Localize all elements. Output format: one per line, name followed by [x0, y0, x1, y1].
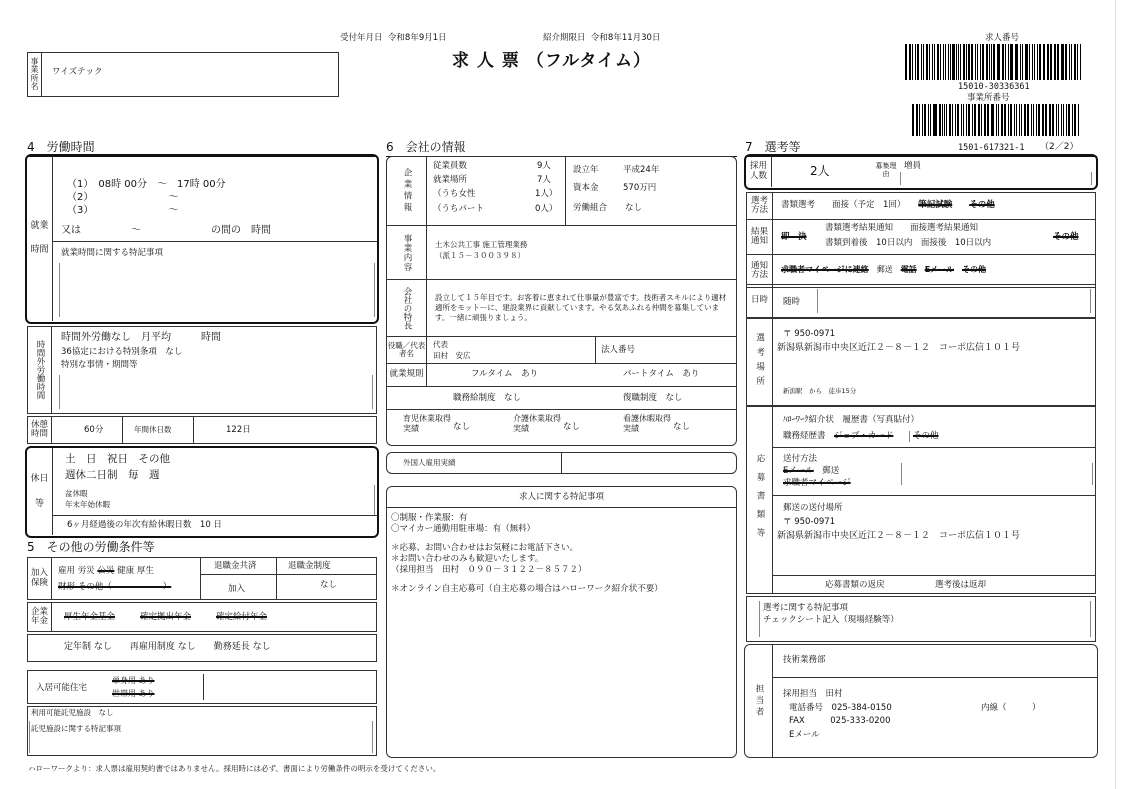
corporate-number-label: 法人番号: [601, 345, 636, 355]
barcode-bar: [1034, 44, 1035, 80]
special-notes-body: [391, 513, 731, 595]
work-flex: 又は ～ の間の 時間: [61, 225, 271, 236]
barcode-bar: [912, 44, 913, 80]
barcode-bar: [930, 104, 931, 136]
result-immediate: 即 決: [781, 232, 807, 242]
send-method-2: 求職者マイページ: [783, 478, 851, 488]
female-label: （うち女性: [433, 189, 476, 199]
barcode-bar: [998, 44, 1000, 80]
barcode-bar: [942, 104, 943, 136]
barcode-bar: [986, 44, 987, 80]
barcode-bar: [934, 44, 935, 80]
return-docs-label: 応募書類の返戻: [825, 580, 885, 590]
annual-holidays-label: 年間休日数: [134, 425, 172, 434]
result-other: その他: [1053, 232, 1079, 242]
barcode-bar: [933, 104, 934, 136]
union: なし: [625, 203, 643, 213]
company-info-box: [386, 156, 737, 446]
barcode-bar: [1038, 104, 1040, 136]
notify-method: 求職者マイページに連絡 郵送 電話 Eメール その他: [781, 265, 986, 274]
holiday-note-1: 盆休暇: [65, 489, 88, 498]
work-shift-2: （2） ～: [67, 192, 179, 203]
special-note-line: ＊お問い合わせのみも歓迎いたします。: [391, 554, 544, 565]
barcode-bar: [982, 44, 984, 80]
barcode-bar: [987, 104, 988, 136]
work-hours-box: [25, 154, 379, 324]
barcode-bar: [912, 104, 914, 136]
barcode-bar: [975, 44, 976, 80]
barcode-bar: [1016, 104, 1017, 136]
page-number: （2／2）: [1040, 142, 1079, 152]
barcode-bar: [934, 104, 936, 136]
work-rules-part: パートタイム あり: [623, 369, 700, 379]
barcode-bar: [939, 104, 941, 136]
barcode-bar: [952, 44, 954, 80]
section-7-heading: 7 選考等: [745, 140, 1097, 157]
result-notice-1: 書類選考結果通知 面接選考結果通知: [825, 223, 979, 233]
part-label: （うちパート: [433, 204, 485, 214]
barcode-bar: [1044, 44, 1045, 80]
barcode-bar: [1002, 44, 1003, 80]
office-name-box: [27, 52, 339, 97]
date-label: 日時: [747, 285, 773, 317]
barcode-bar: [1016, 44, 1017, 80]
nursing-leave: なし: [673, 422, 691, 432]
application-docs-label: 応募書類等: [747, 407, 773, 593]
selection-special-label: 選考に関する特記事項: [763, 603, 849, 613]
selection-place-box: [746, 318, 1096, 406]
barcode-bar: [1056, 104, 1057, 136]
barcode-bar: [945, 44, 946, 80]
childcare-box: [27, 706, 377, 756]
office-number-barcode: [912, 104, 1080, 136]
footer-note: ハローワークより：求人票は雇用契約書ではありません。採用時には必ず、書面により労働条件の明示を受けてください。: [28, 764, 441, 773]
barcode-bar: [1052, 104, 1054, 136]
barcode-bar: [1027, 104, 1029, 136]
barcode-bar: [1071, 44, 1072, 80]
barcode-bar: [924, 104, 925, 136]
page-title: 求 人 票 （フルタイム）: [452, 51, 652, 71]
job-number: 15010-30336361: [958, 82, 1030, 92]
founded: 平成24年: [623, 165, 660, 175]
employees: 9人: [537, 161, 551, 171]
barcode-bar: [921, 44, 922, 80]
housing-family: 世帯用 あり: [112, 689, 155, 698]
barcode-bar: [923, 44, 924, 80]
barcode-bar: [1042, 104, 1043, 136]
barcode-bar: [960, 44, 961, 80]
retirement-system-label: 退職金制度: [288, 561, 331, 571]
hire-count: 2人: [810, 164, 830, 178]
recruit-reason: 増員: [904, 161, 922, 171]
capital: 570万円: [623, 183, 657, 193]
barcode-bar: [1072, 104, 1073, 136]
barcode-bar: [1036, 104, 1037, 136]
barcode-bar: [952, 104, 953, 136]
barcode-bar: [974, 104, 976, 136]
barcode-bar: [1032, 44, 1033, 80]
barcode-bar: [905, 44, 907, 80]
selection-method: 書類選考 面接（予定 1回） 筆記試験 その他: [781, 200, 995, 210]
barcode-bar: [992, 104, 993, 136]
barcode-bar: [1069, 44, 1070, 80]
result-notice-2: 書類到着後 10日以内 面接後 10日以内: [825, 238, 992, 248]
selection-address: 新潟県新潟市中央区近江２－８－１２ コーポ広信１０１号: [777, 343, 1021, 353]
contact-phone: 電話番号 025-384-0150: [789, 703, 892, 713]
barcode-bar: [949, 104, 951, 136]
introduction-deadline: 紹介期限日 令和8年11月30日: [543, 33, 661, 43]
barcode-bar: [915, 44, 916, 80]
special-notes-title: 求人に関する特記事項: [518, 492, 604, 502]
barcode-bar: [981, 104, 982, 136]
retirement-mutual-label: 退職金共済: [214, 561, 257, 571]
contact-person: 採用担当 田村: [783, 689, 843, 699]
barcode-bar: [1063, 104, 1064, 136]
barcode-bar: [1029, 44, 1030, 80]
barcode-bar: [932, 44, 933, 80]
care-leave: なし: [563, 422, 581, 432]
barcode-bar: [1058, 104, 1059, 136]
section-4-heading: 4 労働時間: [27, 140, 377, 157]
union-label: 労働組合: [573, 203, 608, 213]
pension-label: 企業年金: [28, 603, 52, 631]
barcode-bar: [989, 44, 990, 80]
office-number-label: 事業所番号: [967, 93, 1010, 103]
pension-item-3: 確定給付年金: [216, 612, 268, 622]
selection-place-label: 選考場所: [747, 319, 773, 405]
retirement-age: 定年制 なし 再雇用制度 なし 勤務延長 なし: [64, 642, 271, 652]
female-count: 1人）: [535, 189, 558, 199]
mail-place-label: 郵送の送付場所: [783, 503, 843, 513]
company-feature-label: 会社の特長: [387, 280, 427, 336]
holiday-days: 土 日 祝日 その他: [65, 453, 170, 465]
annual-holidays: 122日: [226, 425, 251, 435]
barcode-bar: [909, 44, 911, 80]
barcode-bar: [968, 44, 970, 80]
barcode-bar: [1068, 104, 1069, 136]
barcode-bar: [1066, 104, 1067, 136]
barcode-bar: [1061, 104, 1062, 136]
nursing-leave-label: 看護休暇取得実績: [623, 414, 671, 433]
barcode-bar: [1054, 44, 1056, 80]
result-notice-label: 結果通知: [747, 220, 773, 254]
selection-special: チェックシート記入（現場経験等）: [763, 615, 899, 625]
childcare-label: 利用可能託児施設 なし: [31, 708, 114, 717]
housing-label: 入居可能住宅: [36, 683, 88, 693]
contact-label: 担当者: [745, 645, 773, 757]
barcode-bar: [1024, 104, 1026, 136]
foreign-employment-box: [386, 452, 737, 474]
holiday-box: [25, 446, 379, 538]
special-note-line: ＊応募、お問い合わせはお気軽にお電話下さい。: [391, 543, 579, 554]
barcode-bar: [966, 104, 967, 136]
overtime-label: 時間外労働時間: [28, 327, 52, 413]
housing-box: [27, 670, 377, 704]
received-date: 受付年月日 令和8年9月1日: [340, 33, 447, 43]
barcode-bar: [1021, 104, 1022, 136]
holiday-weekly: 週休二日制 毎 週: [65, 469, 160, 481]
barcode-bar: [958, 44, 959, 80]
reinstatement-system: 復職制度 なし: [623, 393, 683, 403]
barcode-bar: [1010, 104, 1011, 136]
holiday-label: 休日等: [27, 448, 53, 535]
barcode-bar: [1077, 44, 1078, 80]
barcode-bar: [955, 104, 956, 136]
special-note-line: ＊オンライン自主応募可（自主応募の場合はハローワーク紹介状不要）: [391, 584, 663, 595]
business-content-label: 事業内容: [387, 226, 427, 279]
childcare-special: 託児施設に関する特記事項: [31, 724, 121, 733]
holiday-note-2: 年末年始休暇: [65, 500, 110, 509]
barcode-bar: [916, 104, 918, 136]
application-docs-1: ﾊﾛｰﾜｰｸ紹介状 履歴書（写真貼付）: [783, 415, 920, 425]
application-docs-other: その他: [909, 431, 939, 442]
barcode-bar: [1065, 44, 1067, 80]
barcode-bar: [1043, 44, 1044, 80]
selection-box: [746, 192, 1096, 288]
barcode-bar: [943, 44, 944, 80]
foreign-employment-label: 外国人雇用実績: [403, 458, 456, 467]
barcode-bar: [944, 104, 945, 136]
childcare-leave: なし: [453, 422, 471, 432]
return-docs: 選考後は返却: [935, 580, 987, 590]
barcode-bar: [1004, 104, 1006, 136]
paid-leave: 6ヶ月経過後の年次有給休暇日数 10 日: [67, 520, 222, 530]
barcode-bar: [966, 44, 967, 80]
barcode-bar: [972, 104, 973, 136]
barcode-bar: [963, 44, 965, 80]
barcode-bar: [957, 104, 959, 136]
rest-minutes: 60分: [84, 425, 104, 435]
section-5-heading: 5 その他の労働条件等: [27, 540, 155, 554]
hire-count-box: [744, 154, 1098, 190]
overtime-clause: 36協定における特別条項 なし: [61, 347, 183, 357]
barcode-bar: [991, 104, 992, 136]
representative-label: 役職／代表者名: [387, 337, 427, 363]
retirement-age-box: [27, 634, 377, 662]
retirement-mutual: 加入: [228, 584, 246, 594]
employees-label: 従業員数: [433, 161, 468, 171]
selection-access: 新潟駅 から 徒歩15分: [783, 387, 857, 395]
site-count: 7人: [537, 175, 551, 185]
office-number: 1501-617321-1: [958, 143, 1025, 153]
part-count: 0人）: [535, 204, 558, 214]
contact-email: Eメール: [789, 730, 820, 740]
special-note-line: （採用担当 田村 ０９０－３１２２－８５７２）: [391, 565, 587, 576]
barcode-bar: [1008, 44, 1009, 80]
hire-count-label: 採用人数: [746, 156, 772, 187]
work-shift-3: （3） ～: [67, 205, 179, 216]
barcode-bar: [1045, 104, 1047, 136]
barcode-bar: [1037, 44, 1038, 80]
business-content-2: （派１５－３００３９８）: [435, 251, 525, 260]
barcode-bar: [956, 44, 957, 80]
barcode-bar: [1057, 44, 1059, 80]
work-hours-label: 就業時間: [27, 156, 53, 321]
barcode-bar: [961, 104, 962, 136]
insurance-box: [27, 557, 377, 600]
barcode-bar: [922, 104, 923, 136]
barcode-bar: [946, 104, 947, 136]
application-docs-2: 職務経歴書 ジョブ・カード: [783, 431, 894, 441]
special-notes-box: [386, 486, 737, 758]
rest-box: [27, 416, 377, 444]
barcode-bar: [1050, 44, 1052, 80]
insurance-label: 加入保険: [28, 558, 52, 599]
application-box: [746, 406, 1096, 594]
barcode-bar: [998, 104, 999, 136]
barcode-bar: [971, 44, 972, 80]
barcode-bar: [1074, 104, 1075, 136]
office-name-label: 事業所名: [28, 53, 42, 96]
housing-single: 単身用 あり: [112, 676, 155, 685]
work-rules-full: フルタイム あり: [471, 369, 539, 379]
barcode-bar: [997, 44, 998, 80]
mail-zip: 〒 950-0971: [783, 517, 836, 527]
representative-title: 代表: [433, 340, 448, 349]
barcode-bar: [963, 104, 964, 136]
barcode-bar: [1049, 104, 1051, 136]
send-method-label: 送付方法: [783, 454, 818, 464]
barcode-bar: [948, 44, 949, 80]
barcode-bar: [980, 44, 981, 80]
notify-method-label: 通知方法: [747, 255, 773, 287]
barcode-bar: [991, 44, 992, 80]
company-feature: 設立して１５年目です。お客着に恵まれて仕事量が豊富です。技術者スキルにより適材適所をモットーに、建設業界に貢献しています。やる気あふれる仲間を募集しています。一緒に頑張りましょう。: [435, 293, 727, 323]
special-note-line: 〇制服・作業服：有: [391, 513, 468, 523]
capital-label: 資本金: [573, 183, 599, 193]
barcode-bar: [996, 104, 997, 136]
contact-extension: 内線（ ）: [981, 703, 1041, 713]
barcode-bar: [1080, 44, 1081, 80]
selection-date: 随時: [783, 297, 801, 307]
barcode-bar: [1001, 104, 1003, 136]
barcode-bar: [968, 104, 970, 136]
barcode-bar: [926, 44, 927, 80]
barcode-bar: [1078, 104, 1079, 136]
contact-box: [744, 644, 1098, 758]
barcode-bar: [1005, 44, 1006, 80]
pension-box: [27, 602, 377, 632]
office-name: ワイズテック: [52, 67, 103, 77]
overtime-box: [27, 326, 377, 414]
job-number-label: 求人番号: [985, 33, 1020, 43]
section-6-heading: 6 会社の情報: [386, 140, 737, 157]
barcode-bar: [937, 44, 939, 80]
barcode-bar: [1031, 104, 1032, 136]
barcode-bar: [929, 44, 930, 80]
barcode-bar: [1014, 104, 1015, 136]
barcode-bar: [1019, 104, 1020, 136]
date-box: [746, 284, 1096, 318]
contact-fax: FAX 025-333-0200: [789, 716, 891, 726]
barcode-bar: [1074, 44, 1076, 80]
work-rules-label: 就業規則: [387, 364, 427, 386]
barcode-bar: [1015, 44, 1016, 80]
barcode-bar: [917, 44, 919, 80]
special-note-line: [391, 535, 731, 543]
barcode-bar: [940, 44, 941, 80]
barcode-bar: [1039, 44, 1041, 80]
barcode-bar: [1008, 104, 1009, 136]
founded-label: 設立年: [573, 165, 599, 175]
work-shift-1: （1） 08時 00分 ～ 17時 00分: [67, 179, 226, 190]
selection-method-label: 選考方法: [747, 193, 773, 219]
contact-department: 技術業務部: [783, 655, 826, 665]
page-edge: [1115, 0, 1116, 789]
business-content-1: 土木公共工事 施工管理業務: [435, 240, 528, 249]
recruit-reason-label: 募集理由: [875, 162, 897, 179]
overtime-special: 特別な事情・期間等: [61, 360, 138, 370]
barcode-bar: [993, 44, 994, 80]
job-pay-system: 職務給制度 なし: [453, 393, 522, 403]
barcode-bar: [1022, 44, 1023, 80]
barcode-bar: [919, 104, 920, 136]
barcode-bar: [1047, 44, 1049, 80]
barcode-bar: [1025, 44, 1027, 80]
barcode-bar: [977, 44, 978, 80]
barcode-bar: [1061, 44, 1063, 80]
barcode-bar: [1010, 44, 1012, 80]
work-special-label: 就業時間に関する特記事項: [61, 248, 164, 258]
barcode-bar: [1020, 44, 1021, 80]
overtime-main: 時間外労働なし 月平均 時間: [61, 332, 221, 343]
insurance-other: 財形 その他（ ）: [58, 582, 172, 592]
barcode-bar: [928, 104, 929, 136]
pension-item-1: 厚生年金基金: [64, 612, 116, 622]
care-leave-label: 介護休業取得実績: [513, 414, 561, 433]
selection-special-box: [746, 596, 1096, 642]
barcode-bar: [950, 44, 951, 80]
barcode-bar: [978, 104, 980, 136]
insurance-items: 雇用 労災 公災 健康 厚生: [58, 566, 154, 576]
send-method-1: Eメール 郵送: [783, 466, 840, 476]
site-label: 就業場所: [433, 175, 468, 185]
pension-item-2: 確定拠出年金: [140, 612, 192, 622]
rest-label: 休憩時間: [28, 417, 52, 443]
job-number-barcode: [905, 44, 1082, 80]
childcare-leave-label: 育児休業取得実績: [403, 414, 451, 433]
barcode-bar: [1033, 104, 1034, 136]
special-note-line: 〇マイカー通勤用駐車場：有（無料）: [391, 524, 536, 535]
retirement-system: なし: [320, 580, 338, 590]
selection-zip: 〒 950-0971: [783, 329, 836, 339]
company-info-label: 企業情報: [387, 157, 427, 225]
barcode-bar: [984, 104, 986, 136]
mail-address: 新潟県新潟市中央区近江２－８－１２ コーポ広信１０１号: [777, 531, 1021, 541]
representative-name: 田村 安広: [433, 351, 471, 360]
